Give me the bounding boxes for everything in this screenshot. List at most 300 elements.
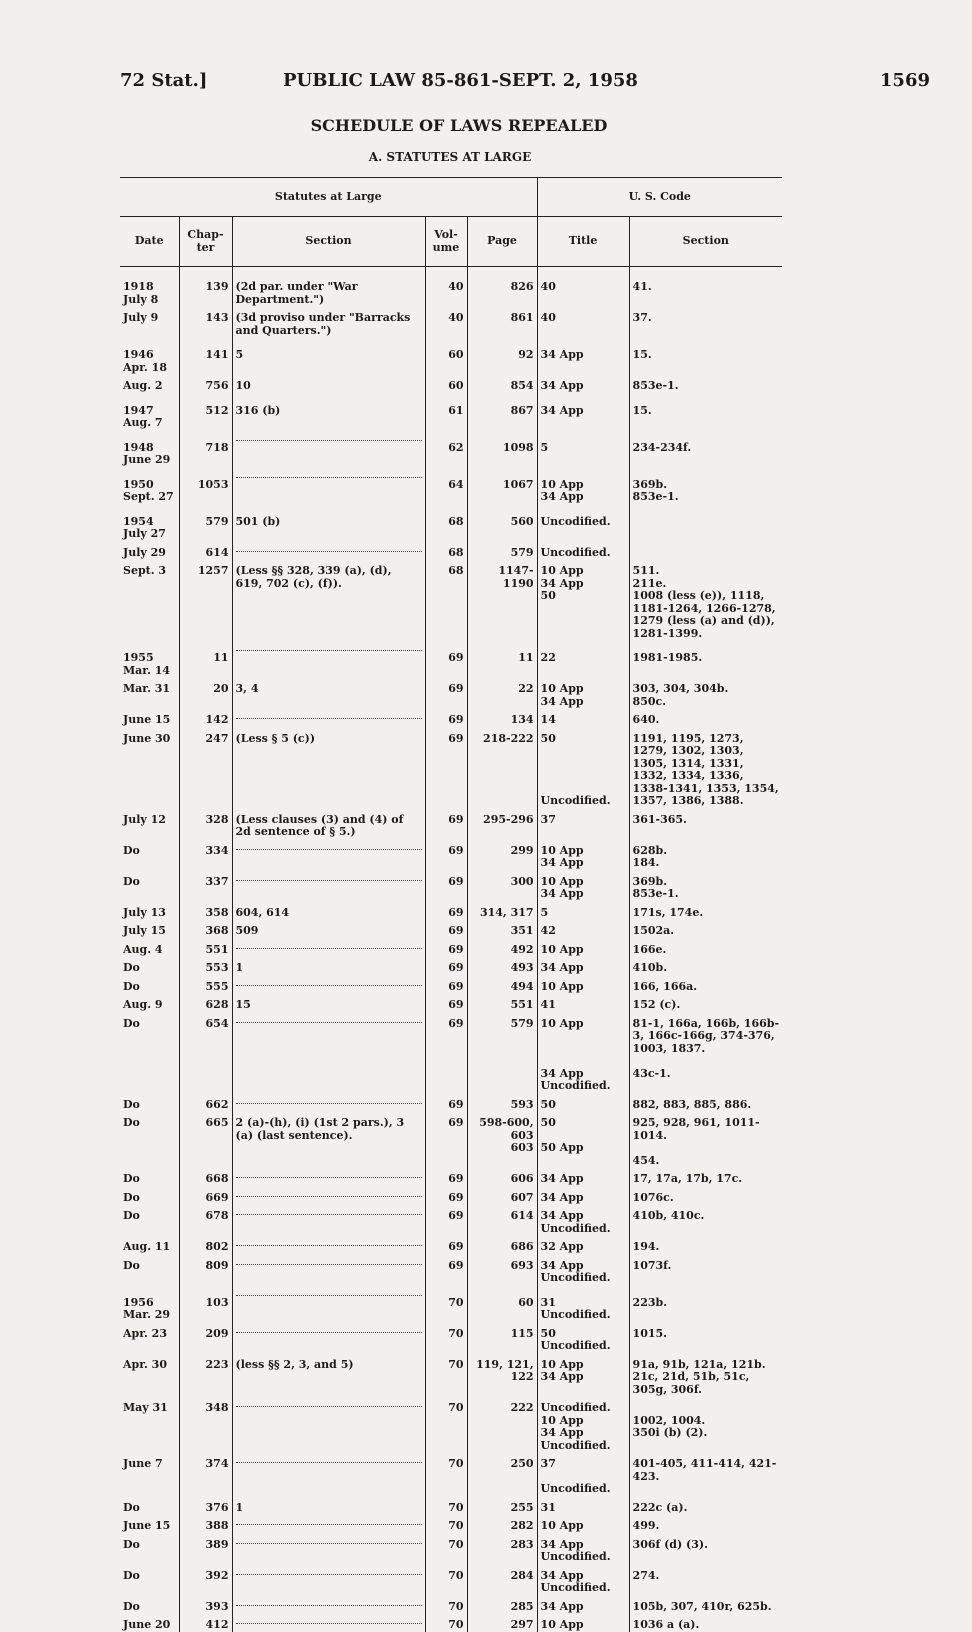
cell-page [467, 559, 537, 640]
volume-text: 68 [448, 545, 464, 559]
cell-date [120, 640, 179, 677]
cell-page [467, 1353, 537, 1397]
cell-chapter [179, 727, 232, 808]
volume-text: 69 [448, 924, 464, 937]
cell-volume [425, 1353, 467, 1397]
date-text: Mar. 31 [123, 682, 171, 695]
chapter-text: 555 [205, 979, 229, 993]
code-title-text: 10 App 34 App [540, 874, 584, 900]
cell-section [232, 393, 425, 430]
col-header-code-section: Section [629, 217, 782, 267]
cell-code-title [537, 393, 629, 430]
code-title-text: 10 App [540, 942, 584, 956]
cell-code-section [629, 504, 782, 541]
section-text: 10 [235, 379, 251, 392]
running-header [0, 70, 972, 92]
page-text: 614 [510, 1209, 534, 1222]
code-title-text: 34 App Uncodified. [540, 1209, 611, 1235]
code-section-text: 274. [632, 1568, 660, 1582]
cell-chapter [179, 1254, 232, 1285]
date-text: Do [123, 843, 140, 857]
cell-section [232, 1613, 425, 1632]
cell-date [120, 993, 179, 1012]
section-text: (2d par. under "War Department.") [235, 280, 358, 306]
code-section-text: 17, 17a, 17b, 17c. [632, 1172, 743, 1185]
chapter-text: 103 [205, 1295, 229, 1309]
col-header-page: Page [467, 217, 537, 267]
cell-section [232, 839, 425, 870]
cell-page [467, 1235, 537, 1254]
cell-page [467, 1613, 537, 1632]
date-text: July 29 [123, 545, 166, 559]
date-text: Sept. 27 [123, 490, 174, 503]
section-text: 509 [235, 924, 259, 937]
cell-date [120, 306, 179, 337]
code-section-text: 410b. [632, 961, 668, 974]
page-text: 314, 317 [479, 905, 534, 919]
table-row [120, 1496, 782, 1515]
cell-code-title [537, 839, 629, 870]
cell-code-title [537, 1167, 629, 1186]
code-section-text: 1036 a (a). [632, 1618, 700, 1631]
cell-volume [425, 901, 467, 920]
section-text: (3d proviso under "Barracks and Quarters.") [235, 311, 411, 337]
cell-date [120, 1514, 179, 1533]
chapter-text: 1053 [197, 477, 229, 491]
cell-code-section [629, 337, 782, 374]
cell-volume [425, 727, 467, 808]
year-label: 1954 [123, 514, 154, 528]
cell-chapter [179, 504, 232, 541]
cell-date [120, 1595, 179, 1614]
page-text: 606 [510, 1172, 534, 1185]
code-title-text: 34 App [540, 961, 584, 974]
cell-code-title [537, 1186, 629, 1205]
cell-page [467, 1514, 537, 1533]
cell-section [232, 956, 425, 975]
chapter-text: 412 [205, 1618, 229, 1631]
cell-code-section [629, 467, 782, 504]
page-text: 593 [510, 1097, 534, 1111]
cell-section [232, 677, 425, 708]
section-text: 1 [235, 1500, 244, 1514]
page-text: 11 [518, 651, 534, 664]
cell-section [232, 1093, 425, 1112]
cell-date [120, 1285, 179, 1322]
page-text: 222 [510, 1401, 534, 1414]
section-text: 3, 4 [235, 682, 259, 695]
cell-date [120, 1353, 179, 1397]
cell-page [467, 1564, 537, 1595]
cell-section [232, 1235, 425, 1254]
volume-text: 69 [448, 651, 464, 664]
cell-volume [425, 956, 467, 975]
cell-date [120, 267, 179, 307]
table-row [120, 541, 782, 560]
cell-volume [425, 1012, 467, 1093]
volume-text: 69 [448, 874, 464, 888]
code-title-text: 5 [540, 440, 549, 454]
cell-date [120, 839, 179, 870]
cell-section [232, 1564, 425, 1595]
cell-date [120, 1533, 179, 1564]
cell-code-title [537, 708, 629, 727]
table-row [120, 839, 782, 870]
cell-volume [425, 337, 467, 374]
year-label: 1955 [123, 651, 154, 664]
code-title-text: 50 Uncodified. [540, 731, 611, 807]
date-text: Do [123, 1568, 140, 1582]
cell-code-title [537, 956, 629, 975]
cell-code-title [537, 1235, 629, 1254]
cell-section [232, 430, 425, 467]
cell-page [467, 1254, 537, 1285]
page-text: 218-222 [483, 731, 534, 745]
schedule-title: SCHEDULE OF LAWS REPEALED [310, 116, 608, 135]
cell-code-section [629, 1111, 782, 1167]
cell-section [232, 938, 425, 957]
cell-chapter [179, 1396, 232, 1452]
cell-code-title [537, 1093, 629, 1112]
cell-date [120, 1613, 179, 1632]
cell-section [232, 975, 425, 994]
cell-date [120, 1452, 179, 1496]
table-row [120, 337, 782, 374]
volume-text: 69 [448, 1097, 464, 1111]
page-text: 134 [510, 713, 534, 726]
table-row [120, 1186, 782, 1205]
cell-chapter [179, 430, 232, 467]
date-text: June 30 [123, 731, 171, 745]
cell-date [120, 938, 179, 957]
code-title-text: 22 [540, 651, 556, 664]
cell-code-section [629, 1533, 782, 1564]
cell-code-section [629, 267, 782, 307]
page-text: 579 [510, 545, 534, 559]
cell-date [120, 727, 179, 808]
date-text: Aug. 7 [123, 416, 163, 429]
cell-section [232, 541, 425, 560]
cell-volume [425, 1111, 467, 1167]
cell-chapter [179, 1204, 232, 1235]
cell-section [232, 267, 425, 307]
cell-code-section [629, 393, 782, 430]
code-title-text: 37 [540, 812, 556, 826]
cell-page [467, 337, 537, 374]
cell-volume [425, 1204, 467, 1235]
code-title-text: 10 App 34 App [540, 843, 584, 869]
page-text: 300 [510, 874, 534, 888]
cell-page [467, 1595, 537, 1614]
cell-code-title [537, 267, 629, 307]
cell-section [232, 1012, 425, 1093]
cell-code-title [537, 677, 629, 708]
cell-chapter [179, 1167, 232, 1186]
cell-chapter [179, 541, 232, 560]
cell-chapter [179, 901, 232, 920]
date-text: Aug. 4 [123, 942, 163, 956]
code-section-text: 15. [632, 403, 652, 417]
cell-code-section [629, 839, 782, 870]
cell-chapter [179, 1353, 232, 1397]
code-title-text: 34 App [540, 1172, 584, 1185]
cell-volume [425, 1514, 467, 1533]
cell-volume [425, 870, 467, 901]
cell-code-section [629, 1204, 782, 1235]
page-text: 115 [510, 1326, 534, 1340]
cell-section [232, 808, 425, 839]
cell-chapter [179, 393, 232, 430]
volume-text: 69 [448, 961, 464, 974]
cell-section [232, 1353, 425, 1397]
cell-code-section [629, 430, 782, 467]
cell-section [232, 1396, 425, 1452]
cell-chapter [179, 1496, 232, 1515]
date-text: Do [123, 1599, 140, 1613]
cell-section [232, 901, 425, 920]
cell-date [120, 956, 179, 975]
volume-text: 70 [448, 1519, 464, 1532]
chapter-text: 802 [205, 1240, 229, 1253]
cell-page [467, 1452, 537, 1496]
chapter-text: 20 [213, 682, 229, 695]
cell-code-title [537, 901, 629, 920]
cell-chapter [179, 975, 232, 994]
code-title-text: 34 App [540, 1190, 584, 1204]
volume-text: 70 [448, 1599, 464, 1613]
code-section-text: 628b. 184. [632, 843, 668, 869]
table-row [120, 1204, 782, 1235]
code-section-text: 15. [632, 348, 652, 361]
cell-volume [425, 1613, 467, 1632]
cell-chapter [179, 559, 232, 640]
page-text: 1067 [502, 477, 534, 491]
cell-code-section [629, 374, 782, 393]
cell-page [467, 306, 537, 337]
cell-code-section [629, 1093, 782, 1112]
date-text: Do [123, 961, 140, 974]
cell-volume [425, 1254, 467, 1285]
chapter-text: 388 [205, 1519, 229, 1532]
table-row [120, 1012, 782, 1093]
cell-section [232, 374, 425, 393]
volume-text: 70 [448, 1295, 464, 1309]
chapter-text: 512 [205, 403, 229, 417]
cell-code-title [537, 993, 629, 1012]
cell-code-section [629, 975, 782, 994]
code-title-text: 34 App [540, 403, 584, 417]
code-section-text: 401-405, 411-414, 421-423. [632, 1457, 777, 1483]
cell-volume [425, 808, 467, 839]
cell-code-title [537, 727, 629, 808]
code-section-text: 511. 211e. 1008 (less (e)), 1118, 1181-1264, 1266-1278, 1279 (less (a) and (d)), 1281-1399. [632, 564, 776, 640]
cell-volume [425, 708, 467, 727]
cell-code-section [629, 901, 782, 920]
volume-text: 69 [448, 731, 464, 745]
cell-page [467, 504, 537, 541]
date-text: June 20 [123, 1618, 171, 1631]
chapter-text: 334 [205, 843, 229, 857]
chapter-text: 678 [205, 1209, 229, 1222]
table-row [120, 938, 782, 957]
chapter-text: 628 [205, 998, 229, 1011]
date-text: June 15 [123, 713, 171, 726]
cell-code-section [629, 1452, 782, 1496]
table-row [120, 901, 782, 920]
cell-date [120, 1012, 179, 1093]
section-text: 501 (b) [235, 514, 281, 528]
cell-code-section [629, 938, 782, 957]
cell-code-section [629, 1186, 782, 1205]
volume-text: 69 [448, 682, 464, 695]
volume-text: 69 [448, 1240, 464, 1253]
cell-date [120, 1167, 179, 1186]
cell-page [467, 1285, 537, 1322]
chapter-text: 337 [205, 874, 229, 888]
code-title-text: 34 App Uncodified. [540, 1258, 611, 1284]
cell-code-title [537, 640, 629, 677]
date-text: Aug. 11 [123, 1240, 171, 1253]
volume-text: 70 [448, 1401, 464, 1414]
code-section-text: 410b, 410c. [632, 1209, 705, 1222]
cell-chapter [179, 1093, 232, 1112]
date-text: July 13 [123, 905, 166, 919]
page-text: 826 [510, 280, 534, 293]
date-text: Do [123, 1172, 140, 1185]
cell-page [467, 640, 537, 677]
code-section-text: 171s, 174e. [632, 905, 704, 919]
chapter-text: 662 [205, 1097, 229, 1111]
cell-date [120, 901, 179, 920]
cell-chapter [179, 938, 232, 957]
date-text: Sept. 3 [123, 564, 167, 577]
page-text: 1098 [502, 440, 534, 454]
cell-section [232, 467, 425, 504]
section-text: 604, 614 [235, 905, 290, 919]
table-row [120, 1396, 782, 1452]
date-text: Aug. 2 [123, 379, 163, 392]
chapter-text: 553 [205, 961, 229, 974]
cell-volume [425, 541, 467, 560]
year-label: 1918 [123, 280, 154, 293]
table-body [120, 267, 782, 1632]
code-title-text: 10 App [540, 1519, 584, 1532]
cell-date [120, 430, 179, 467]
cell-chapter [179, 337, 232, 374]
code-title-text: 34 App Uncodified. [540, 1537, 611, 1563]
chapter-text: 348 [205, 1401, 229, 1414]
cell-chapter [179, 956, 232, 975]
cell-code-title [537, 938, 629, 957]
page-text: 494 [510, 979, 534, 993]
cell-volume [425, 306, 467, 337]
table-row [120, 870, 782, 901]
date-text: May 31 [123, 1401, 168, 1414]
cell-volume [425, 993, 467, 1012]
code-title-text: 34 App [540, 348, 584, 361]
table-row [120, 1285, 782, 1322]
cell-section [232, 1111, 425, 1167]
cell-chapter [179, 677, 232, 708]
chapter-text: 392 [205, 1568, 229, 1582]
volume-text: 69 [448, 843, 464, 857]
code-title-text: 50 [540, 1097, 556, 1111]
cell-volume [425, 1452, 467, 1496]
cell-date [120, 708, 179, 727]
chapter-text: 579 [205, 514, 229, 528]
table-row [120, 393, 782, 430]
cell-date [120, 1396, 179, 1452]
code-title-text: 42 [540, 924, 556, 937]
date-text: Do [123, 1097, 140, 1111]
volume-text: 69 [448, 1258, 464, 1272]
code-title-text: 41 [540, 998, 556, 1011]
cell-code-section [629, 1353, 782, 1397]
code-section-text: 194. [632, 1240, 660, 1253]
page-text: 285 [510, 1599, 534, 1613]
chapter-text: 223 [205, 1357, 229, 1371]
cell-volume [425, 467, 467, 504]
page-text: 22 [518, 682, 534, 695]
cell-volume [425, 938, 467, 957]
table-row [120, 430, 782, 467]
cell-volume [425, 1564, 467, 1595]
code-section-text: 882, 883, 885, 886. [632, 1097, 752, 1111]
section-text: (Less § 5 (c)) [235, 731, 316, 745]
volume-text: 70 [448, 1537, 464, 1551]
date-text: Do [123, 1209, 140, 1222]
cell-code-title [537, 870, 629, 901]
date-text: June 29 [123, 453, 171, 466]
cell-code-title [537, 1254, 629, 1285]
cell-code-section [629, 870, 782, 901]
table-row [120, 504, 782, 541]
section-text: (Less clauses (3) and (4) of 2d sentence of § 5.) [235, 812, 404, 838]
cell-volume [425, 504, 467, 541]
volume-text: 70 [448, 1568, 464, 1582]
date-text: Apr. 30 [123, 1357, 167, 1371]
code-title-text: 34 App [540, 1599, 584, 1613]
table-row [120, 677, 782, 708]
cell-code-title [537, 1533, 629, 1564]
volume-text: 69 [448, 713, 464, 726]
cell-section [232, 870, 425, 901]
cell-code-title [537, 1595, 629, 1614]
code-title-text: 10 App 34 App [540, 682, 584, 708]
cell-chapter [179, 1186, 232, 1205]
cell-date [120, 870, 179, 901]
cell-code-section [629, 559, 782, 640]
cell-code-section [629, 1322, 782, 1353]
code-section-text: 361-365. [632, 812, 687, 826]
statute-reference: 72 Stat.] [120, 70, 208, 91]
group-header-statutes: Statutes at Large [120, 178, 537, 217]
cell-chapter [179, 1235, 232, 1254]
date-text: Apr. 23 [123, 1326, 167, 1340]
group-header-code: U. S. Code [537, 178, 782, 217]
cell-date [120, 374, 179, 393]
cell-section [232, 1496, 425, 1515]
cell-chapter [179, 808, 232, 839]
code-section-text: 81-1, 166a, 166b, 166b-3, 166c-166g, 374-376, 1003, 1837. 43c-1. [632, 1016, 780, 1080]
cell-section [232, 993, 425, 1012]
code-section-text: 853e-1. [632, 379, 679, 392]
cell-code-title [537, 919, 629, 938]
col-header-section: Section [232, 217, 425, 267]
chapter-text: 614 [205, 545, 229, 559]
year-label: 1956 [123, 1295, 154, 1309]
chapter-text: 328 [205, 812, 229, 826]
